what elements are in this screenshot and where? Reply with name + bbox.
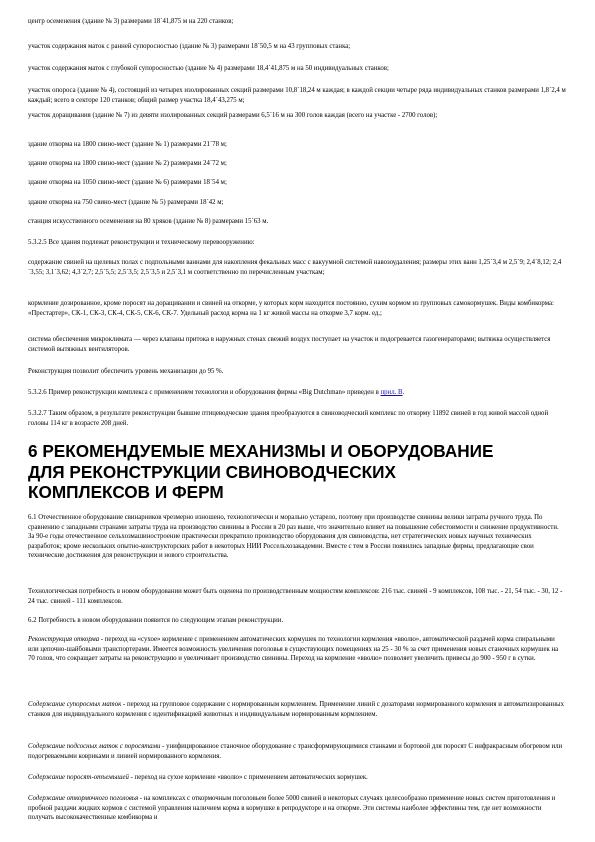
paragraph: здание откорма на 1800 свино-мест (здание № 1) размерами 21´78 м; [28, 141, 227, 148]
paragraph: участок доращивания (здание № 7) из девяти изолированных секций размерами 6,5´16 м на 300 голов каждая (всего на участке - 2700 голов); [28, 112, 438, 119]
paragraph [28, 742, 566, 761]
paragraph: 6.1 Отечественное оборудование свинарников чрезмерно изношено, технологически и морально устарело, поэтому при производстве свинины велики затраты ручного труда. По сравнению с западными странами затраты труда на производство свинины в России в 20 раз выше, что значительно влияет на повышение себестоимости и снижение продуктивности. За 90-е годы отечественное сельхозмашиностроение практически прекратило производство оборудования для свиноводства, нет стратегических новых научных технических разработок; кроме нескольких опытно-конструкторских работ в некоторых НИИ Россельхозакадемии. Вместе с тем в России появились западные фирмы, предлагающие свои технические достижения для реконструкции и нового строительства. [28, 514, 559, 560]
paragraph: здание откорма на 750 свино-мест (здание № 5) размерами 18´42 м; [28, 199, 224, 206]
paragraph: Технологическая потребность в новом оборудовании может быть оценена по производственным мощностям комплексов: 216 тыс. свиней - 9 комплексов, 108 тыс. - 21, 54 тыс. - 30, 12 - 24 тыс. свиней - 111 комплексов. [28, 588, 563, 605]
paragraph: 5.3.2.7 Таким образом, в результате реконструкции бывшие птицеводческие здания преобразуются в свиноводческий комплекс по откорму 11892 свиней в год живой массой одной головы 114 кг в возрасте 208 дней. [28, 410, 549, 427]
paragraph: здание откорма на 1050 свино-мест (здание № 6) размерами 18´54 м; [28, 179, 227, 186]
paragraph-label: Содержание откормочного поголовья [28, 795, 139, 802]
paragraph: центр осеменения (здание № 3) размерами 18´41,875 м на 220 станков; [28, 18, 234, 25]
section-heading: 6 РЕКОМЕНДУЕМЫЕ МЕХАНИЗМЫ И ОБОРУДОВАНИЕ ДЛЯ РЕКОНСТРУКЦИИ СВИНОВОДЧЕСКИХ КОМПЛЕКСОВ И ФЕРМ [28, 441, 494, 502]
paragraph [28, 773, 566, 783]
paragraph-label: Реконструкция откорма [28, 636, 100, 643]
paragraph: Реконструкция позволит обеспечить уровень механизации до 95 %. [28, 368, 224, 375]
paragraph-text: - унифицированное станочное оборудование с трансформирующимися станками и бортовой для поросят С инфракрасным обогревом или подогреваемыми ковриками и линией нормированного кормления. [28, 743, 563, 760]
paragraph-text: - переход на групповое содержание с нормированным кормлением. Применение линий с дозаторами нормированного кормления и автоматизированных станков для индивидуального кормления с идентификацией животных и индивидуальным нормированным кормлением. [28, 701, 565, 718]
paragraph [28, 700, 566, 719]
paragraph-text: - на комплексах с откормочным поголовьем более 5000 свиней в некоторых случаях целесообразно применение новых систем приготовления и пробной раздачи жидких кормов с системой управления наличием корма в кормушке в репродукторе и на откорме. Эти системы наиболее эффективны тем, где нет возможности получать высококачественные комбикорма и [28, 795, 556, 822]
paragraph: 6.2 Потребность в новом оборудовании появится по следующим этапам реконструкции. [28, 617, 284, 624]
paragraph: участок содержания маток с ранней супоросностью (здание № 3) размерами 18´50,5 м на 43 групповых станка; [28, 43, 351, 50]
paragraph-text: - переход на сухое кормление «вволю» с применением автоматических кормушек. [128, 774, 368, 781]
paragraph-label: Содержание подсосных маток с поросятами [28, 743, 161, 750]
paragraph: 5.3.2.5 Все здания подлежат реконструкции и техническому перевооружению: [28, 239, 255, 246]
paragraph-label: Содержание поросят-отъемышей [28, 774, 129, 781]
paragraph: кормление дозированное, кроме поросят на доращивании и свиней на откорме, у которых корм находится постоянно, сухим кормом из групповых самокормушек. Виды комбикорма: «Престартер», СК-1, СК-3, СК-4, СК-5, СК-6, СК-7. Удельный расход корма на 1 кг живой массы на откорме 3,7 корм. ед.; [28, 300, 554, 317]
paragraph [28, 388, 566, 398]
paragraph [28, 794, 566, 823]
paragraph: здание откорма на 1800 свино-мест (здание № 2) размерами 24´72 м; [28, 160, 227, 167]
appendix-b-link[interactable]: прил. В [380, 389, 403, 396]
paragraph-text: 5.3.2.6 Пример реконструкции комплекса с применением технологии и оборудования фирмы «Big Dutchman» приведен в [28, 389, 381, 396]
paragraph-text: . [402, 389, 405, 396]
paragraph: участок опороса (здание № 4), состоящий из четырех изолированных секций размерами 10,8´18,24 м каждая; в каждой секции четыре ряда индивидуальных станков размерами 1,8´2,4 м каждый; всего в секторе 120 станков; общий размер участка 18,4´43,275 м; [28, 87, 566, 104]
paragraph: содержание свиней на щелевых полах с подпольными ваннами для накопления фекальных масс с вакуумной системой навозоудаления; размеры этих ванн 1,25´3,4 м 2,5´9; 2,4´8,12; 2,4´3,55; 3,1´3,62; 4,3´2,7; 2,5´5,5; 2,5´3,5; 2,5´3,5 и 2,5´3,1 м соответственно по перечисленным участкам; [28, 259, 562, 276]
paragraph: станция искусственного осеменения на 80 хряков (здание № 8) размерами 15´63 м. [28, 218, 269, 225]
paragraph-label: Содержание супоросных маток [28, 701, 122, 708]
paragraph-text: - переход на «сухое» кормление с применением автоматических кормушек по технологии кормления «вволю», автоматической раздачей корма спиральными или цепочно-шайбовыми транспортерами. Имеется возможность увеличения поголовья в существующих помещениях на 25 - 30 % за счет применения новых станочных кормушек на 70 голов, что сокращает затраты на реконструкцию и увеличивает производство свинины. Переход на кормление «вволю» позволяет увеличить привесы до 900 - 950 г в сутки. [28, 636, 559, 663]
paragraph [28, 635, 566, 664]
paragraph: участок содержания маток с глубокой супоросностью (здание № 4) размерами 18,4´41,875 м на 50 индивидуальных станков; [28, 65, 389, 72]
paragraph: система обеспечения микроклимата — через клапаны притока в наружных стенах свежий воздух поступает на участок и подогревается газогенераторами; вытяжка осуществляется системой вытяжных вентиляторов. [28, 336, 551, 353]
